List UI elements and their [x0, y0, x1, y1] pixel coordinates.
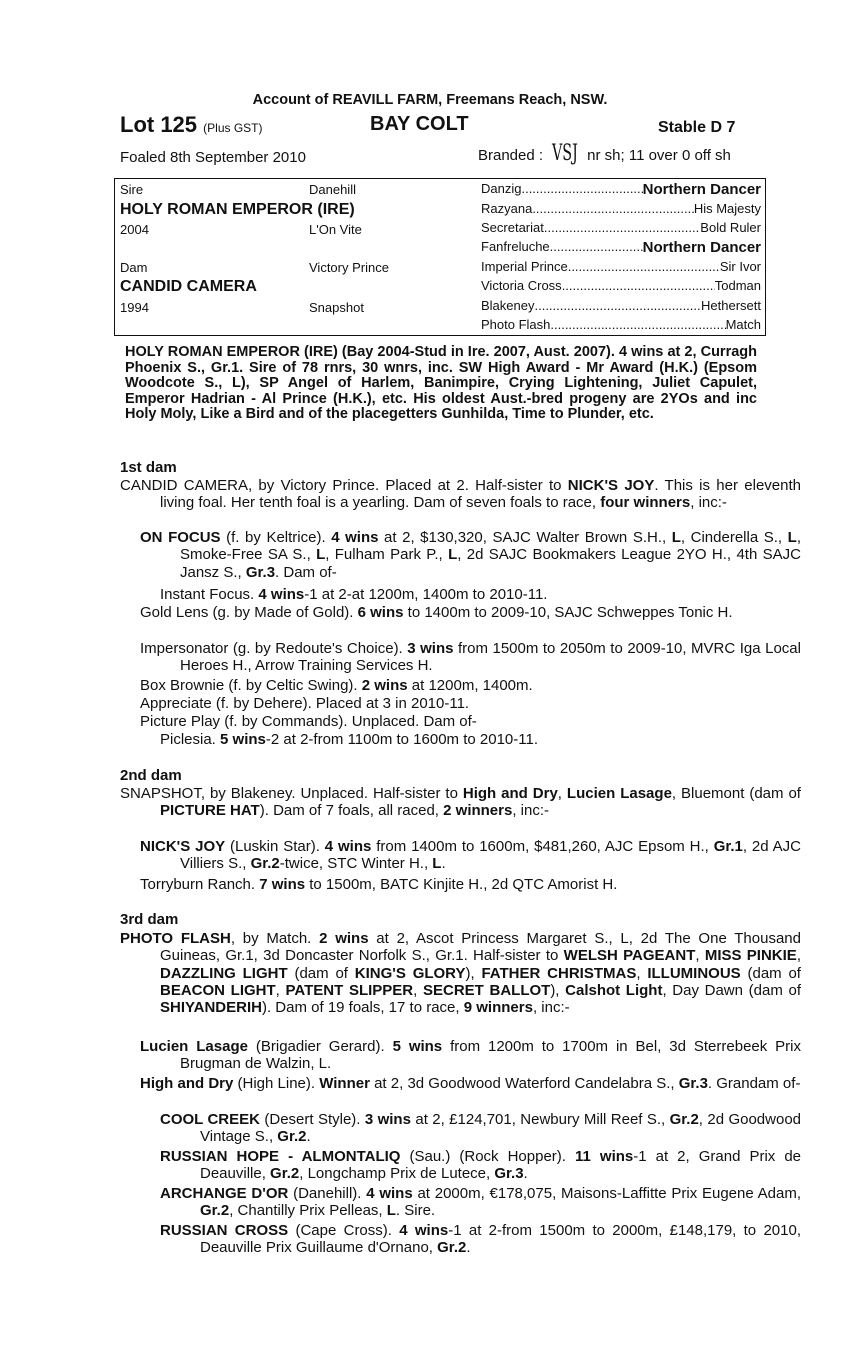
dam-sire: Victory Prince [309, 260, 389, 275]
progeny-box-brownie: Box Brownie (f. by Celtic Swing). 2 wins at 1200m, 1400m. [140, 677, 533, 694]
dam-dam: Snapshot [309, 300, 364, 315]
first-dam-intro: CANDID CAMERA, by Victory Prince. Placed at 2. Half-sister to NICK'S JOY. This is her eleventh living foal. Her tenth foal is a yearling. Dam of seven foals to race, four winners, inc:- [120, 477, 801, 512]
sire-label: Sire [120, 182, 144, 197]
progeny-lucien-lasage: Lucien Lasage (Brigadier Gerard). 5 wins from 1200m to 1700m in Bel, 3d Sterrebeek Prix Brugman de Walzin, L. [140, 1038, 801, 1073]
progeny-on-focus: ON FOCUS (f. by Keltrice). 4 wins at 2, $130,320, SAJC Walter Brown S.H., L, Cinderella S., L, Smoke-Free SA S., L, Fulham Park P., L, 2d SAJC Bookmakers League 2YO H., 4th SAJC Jansz S., Gr.3. Dam of- [140, 529, 801, 581]
progeny-nicks-joy: NICK'S JOY (Luskin Star). 4 wins from 1400m to 1600m, $481,260, AJC Epsom H., Gr.1, 2d AJC Villiers S., Gr.2-twice, STC Winter H., L. [140, 838, 801, 873]
progeny-picture-play: Picture Play (f. by Commands). Unplaced. Dam of- [140, 713, 477, 730]
progeny-archange-dor: ARCHANGE D'OR (Danehill). 4 wins at 2000m, €178,075, Maisons-Laffitte Prix Eugene Adam, Gr.2, Chantilly Prix Pelleas, L. Sire. [160, 1185, 801, 1220]
sex-colour: BAY COLT [370, 113, 469, 135]
progeny-russian-cross: RUSSIAN CROSS (Cape Cross). 4 wins-1 at 2-from 1500m to 2000m, £148,179, to 2010, Deauville Prix Guillaume d'Ornano, Gr.2. [160, 1222, 801, 1257]
grandparent-row: Photo Flash ..... Match [481, 317, 761, 332]
sire-sire: Danehill [309, 182, 356, 197]
grandparent-row: Blakeney ..... Hethersett [481, 298, 761, 313]
sire-summary: HOLY ROMAN EMPEROR (IRE) (Bay 2004-Stud in Ire. 2007, Aust. 2007). 4 wins at 2, Curragh Phoenix S., Gr.1. Sire of 78 rnrs, 30 wnrs, inc. SW High Award - Mr Award (H.K.) (Epsom Woodcote S., L), SP Angel of Harlem, Banimpire, Crying Lightening, Juliet Capulet, Emperor Hadrian - Al Prince (H.K.), etc. His oldest Aust.-bred progeny are 2YOs and inc Holy Moly, Like a Bird and of the placegetters Gunhilda, Time to Plunder, etc. [125, 344, 757, 422]
progeny-piclesia: Piclesia. 5 wins-2 at 2-from 1100m to 1600m to 2010-11. [160, 731, 538, 748]
sire-dam: L'On Vite [309, 222, 362, 237]
progeny-impersonator: Impersonator (g. by Redoute's Choice). 3 wins from 1500m to 2050m to 2009-10, MVRC Iga Local Heroes H., Arrow Training Services H. [140, 640, 801, 675]
dam-year: 1994 [120, 300, 149, 315]
progeny-appreciate: Appreciate (f. by Dehere). Placed at 3 in 2010-11. [140, 695, 470, 712]
third-dam-intro: PHOTO FLASH, by Match. 2 wins at 2, Ascot Princess Margaret S., L, 2d The One Thousand Guineas, Gr.1, 3d Doncaster Norfolk S., Gr.1. Half-sister to WELSH PAGEANT, MISS PINKIE, DAZZLING LIGHT (dam of KING'S GLORY), FATHER CHRISTMAS, ILLUMINOUS (dam of BEACON LIGHT, PATENT SLIPPER, SECRET BALLOT), Calshot Light, Day Dawn (dam of SHIYANDERIH). Dam of 19 foals, 17 to race, 9 winners, inc:- [120, 930, 801, 1017]
foaling-date: Foaled 8th September 2010 [120, 149, 306, 166]
progeny-gold-lens: Gold Lens (g. by Made of Gold). 6 wins to 1400m to 2009-10, SAJC Schweppes Tonic H. [140, 604, 733, 621]
grandparent-row: Danzig ..... Northern Dancer [481, 181, 761, 198]
progeny-russian-hope: RUSSIAN HOPE - ALMONTALIQ (Sau.) (Rock Hopper). 11 wins-1 at 2, Grand Prix de Deauville, Gr.2, Longchamp Prix de Lutece, Gr.3. [160, 1148, 802, 1183]
grandparent-row: Razyana ..... His Majesty [481, 201, 761, 216]
lot-number [120, 112, 263, 138]
sire-name: HOLY ROMAN EMPEROR (IRE) [120, 201, 355, 218]
branded-label: Branded : [478, 147, 544, 164]
grandparent-row: Fanfreluche ..... Northern Dancer [481, 239, 761, 256]
brand-mark: VSJ [552, 141, 579, 166]
progeny-high-and-dry: High and Dry (High Line). Winner at 2, 3d Goodwood Waterford Candelabra S., Gr.3. Grandam of- [140, 1075, 801, 1092]
progeny-torryburn-ranch: Torryburn Ranch. 7 wins to 1500m, BATC Kinjite H., 2d QTC Amorist H. [140, 876, 618, 893]
second-dam-intro: SNAPSHOT, by Blakeney. Unplaced. Half-sister to High and Dry, Lucien Lasage, Bluemont (dam of PICTURE HAT). Dam of 7 foals, all raced, 2 winners, inc:- [120, 785, 801, 820]
third-dam-heading: 3rd dam [120, 911, 179, 928]
dam-label: Dam [120, 260, 148, 275]
consignor-line: Account of REAVILL FARM, Freemans Reach, NSW. [252, 92, 608, 108]
brand-text: nr sh; 11 over 0 off sh [587, 147, 731, 164]
gst-note: (Plus GST) [203, 121, 263, 135]
grandparent-row: Imperial Prince ..... Sir Ivor [481, 259, 761, 274]
lot-label: Lot 125 [120, 112, 198, 137]
progeny-cool-creek: COOL CREEK (Desert Style). 3 wins at 2, £124,701, Newbury Mill Reef S., Gr.2, 2d Goodwood Vintage S., Gr.2. [160, 1111, 802, 1146]
stable-location: Stable D 7 [658, 119, 736, 136]
second-dam-heading: 2nd dam [120, 767, 182, 784]
brand-line [478, 141, 731, 166]
dam-name: CANDID CAMERA [120, 278, 257, 295]
first-dam-heading: 1st dam [120, 459, 177, 476]
progeny-instant-focus: Instant Focus. 4 wins-1 at 2-at 1200m, 1400m to 2010-11. [160, 586, 548, 603]
grandparent-row: Secretariat ..... Bold Ruler [481, 220, 761, 235]
sire-year: 2004 [120, 222, 149, 237]
grandparent-row: Victoria Cross ..... Todman [481, 278, 761, 293]
